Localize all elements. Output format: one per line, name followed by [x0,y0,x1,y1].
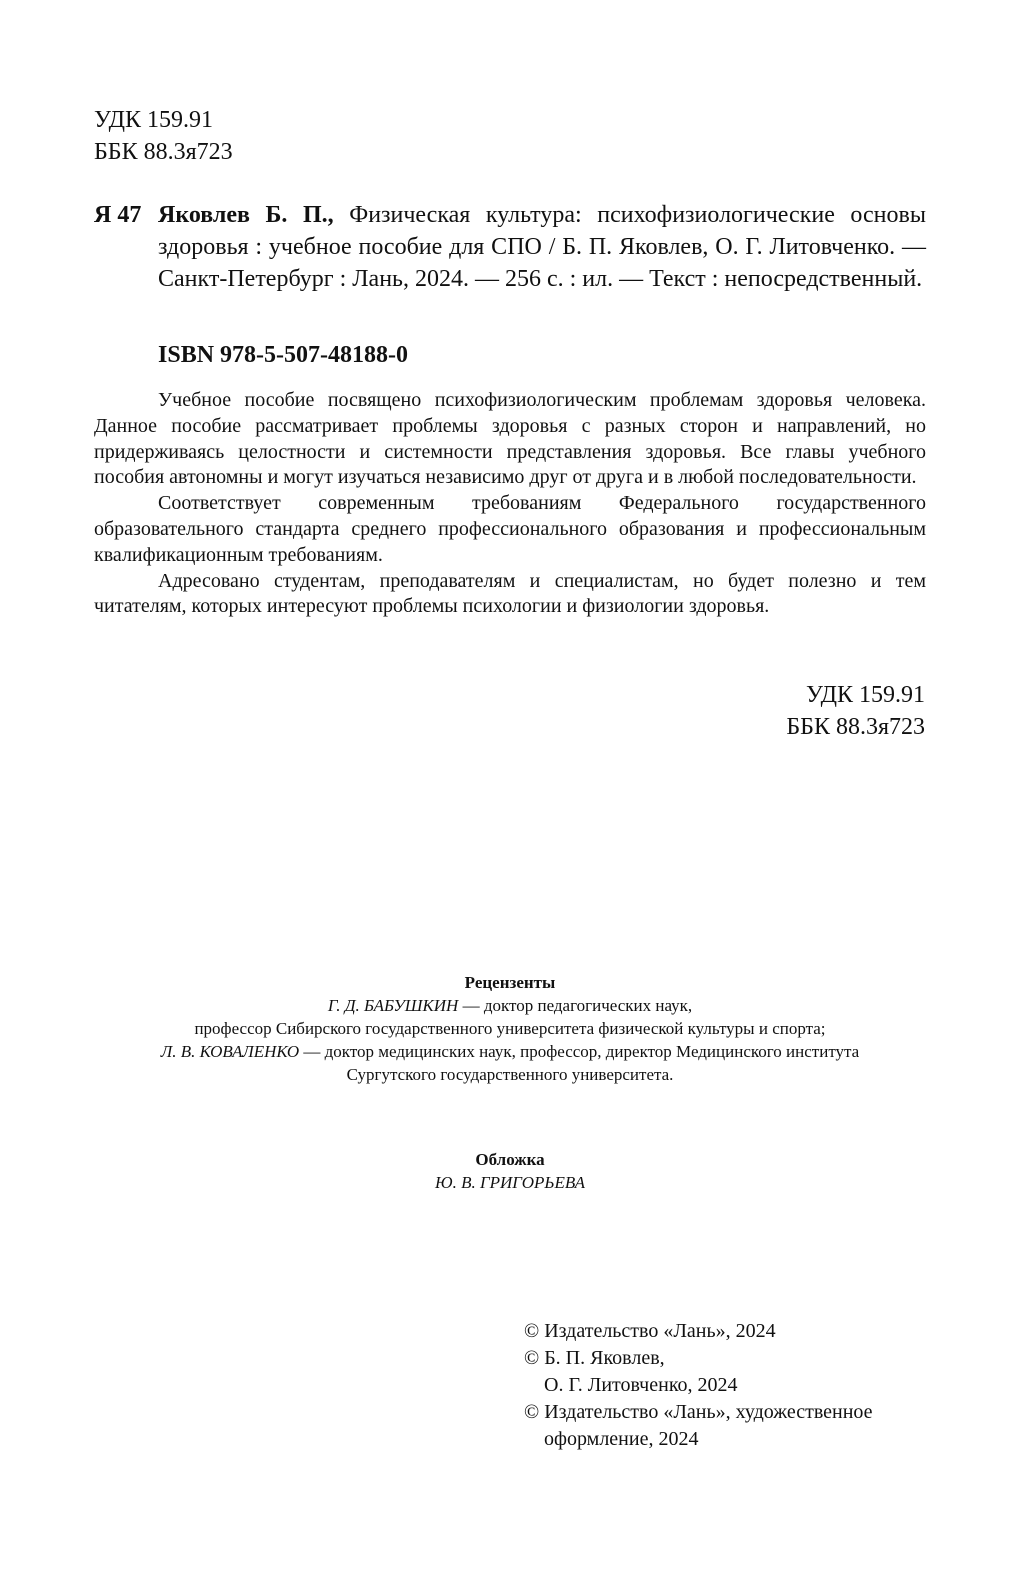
annotation-paragraph: Учебное пособие посвящено психофизиологическим проблемам здоровья человека. Данное пособие рассматривает проблемы здоровья с разных сторон и направлений, но придерживаясь целостности и системности представления здоровья. Все главы учебного пособия автономны и могут изучаться независимо друг от друга и в любой последовательности. [94,389,926,489]
isbn: ISBN 978-5-507-48188-0 [158,342,408,368]
reviewers-block [94,971,926,1086]
cover-designer: Ю. В. ГРИГОРЬЕВА [435,1173,585,1192]
copyright-line: О. Г. Литовченко, 2024 [544,1374,738,1396]
cover-heading: Обложка [475,1150,545,1169]
reviewer-affiliation: профессор Сибирского государственного университета физической культуры и спорта; [194,1019,826,1038]
author-name: Яковлев Б. П., [158,202,334,228]
annotation-paragraph: Адресовано студентам, преподавателям и специалистам, но будет полезно и тем читателям, которых интересуют проблемы психологии и физиологии здоровья. [94,569,926,618]
author-mark: Я 47 [94,202,142,228]
copyright-line: © Издательство «Лань», художественное [524,1401,873,1423]
reviewers-heading: Рецензенты [464,973,556,992]
annotation [94,388,926,620]
copyright-line: оформление, 2024 [544,1428,699,1450]
copyright-block [524,1318,873,1453]
classification-codes-bottom [786,679,925,743]
bbk-code: ББК 88.3я723 [786,714,925,740]
copyright-line: © Издательство «Лань», 2024 [524,1320,776,1342]
cover-credit [94,1148,926,1194]
bibliographic-entry [94,199,926,295]
annotation-paragraph: Соответствует современным требованиям Федерального государственного образовательного стандарта среднего профессионального образования и профессиональным квалификационным требованиям. [94,492,926,566]
udc-code: УДК 159.91 [94,107,213,133]
bbk-code: ББК 88.3я723 [94,139,233,165]
udc-code: УДК 159.91 [806,682,925,708]
reviewer-description: — доктор педагогических наук, [458,996,693,1015]
title-and-imprint: Физическая культура: психофизиологические основы здоровья : учебное пособие для СПО / Б. П. Яковлев, О. Г. Литовченко. — Санкт-Петербург : Лань, 2024. — 256 с. : ил. — Текст : непосредственный. [158,202,926,292]
reviewer-name: Л. В. КОВАЛЕНКО [160,1042,300,1061]
reviewer-affiliation: Сургутского государственного университета. [346,1065,674,1084]
reviewer-name: Г. Д. БАБУШКИН [327,996,459,1015]
copyright-line: © Б. П. Яковлев, [524,1347,665,1369]
bibliographic-description [158,199,926,295]
classification-codes-top [94,104,233,168]
reviewer-description: — доктор медицинских наук, профессор, директор Медицинского института [299,1042,860,1061]
